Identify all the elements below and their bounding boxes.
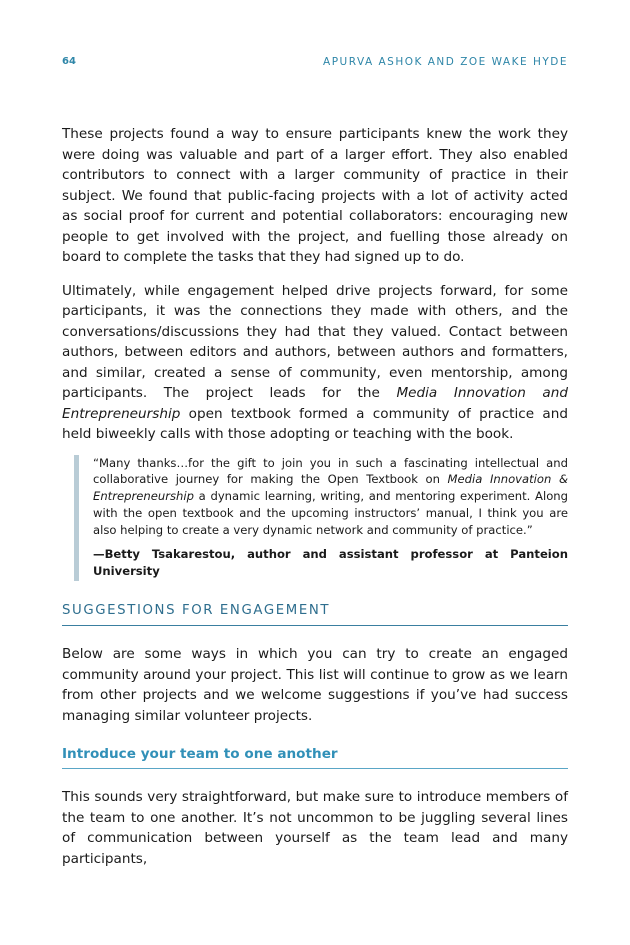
- quote-text: [93, 455, 568, 539]
- quote-attribution: —Betty Tsakarestou, author and assistant professor at Panteion University: [93, 547, 568, 579]
- quote-book-title: Media Innovation & Entrepreneurship: [93, 472, 568, 504]
- paragraph-suggestions-intro: Below are some ways in which you can try to create an engaged community around your project. This list will continue to grow as we learn from other projects and we welcome suggestions if you’ve had success managing similar volunteer projects.: [62, 646, 568, 724]
- paragraph-ultimately: [62, 281, 568, 445]
- quote-text-part: a dynamic learning, writing, and mentoring experiment. Along with the open textbook and the upcoming instructors’ manual, I think you are also helping to create a very dynamic network and community of practice.”: [93, 489, 568, 537]
- running-header: [62, 56, 568, 70]
- paragraph-projects: These projects found a way to ensure participants knew the work they were doing was valuable and part of a larger effort. They also enabled contributors to connect with a larger community of practice in their subject. We found that public-facing projects with a lot of activity acted as social proof for current and potential collaborators: encouraging new people to get involved with the project, and fuelling those already on board to complete the tasks that they had signed up to do.: [62, 126, 568, 265]
- section-heading: SUGGESTIONS FOR ENGAGEMENT: [62, 603, 568, 626]
- quote-text-part: “Many thanks…for the gift to join you in such a fascinating intellectual and collaborative journey for making the Open Textbook on: [93, 455, 568, 487]
- running-head-authors: APURVA ASHOK AND ZOE WAKE HYDE: [323, 56, 568, 68]
- blockquote: [74, 455, 568, 582]
- paragraph-text: open textbook formed a community of practice and held biweekly calls with those adopting or teaching with the book.: [62, 405, 568, 442]
- book-title: Media Innovation and Entrepreneurship: [62, 385, 568, 422]
- subsection-heading: Introduce your team to one another: [62, 746, 568, 769]
- paragraph-text: Ultimately, while engagement helped drive projects forward, for some participants, it was the connections they made with others, and the conversations/discussions they had that they valued. Contact between authors, between editors and authors, between authors and formatters, and similar, created a sense of community, even mentorship, among participants. The project leads for the: [62, 282, 568, 401]
- page-body: [62, 124, 568, 869]
- paragraph-introduce-team: This sounds very straightforward, but make sure to introduce members of the team to one another. It’s not uncommon to be juggling several lines of communication between yourself as the team lead and many participants,: [62, 789, 568, 867]
- page-number: 64: [62, 56, 76, 67]
